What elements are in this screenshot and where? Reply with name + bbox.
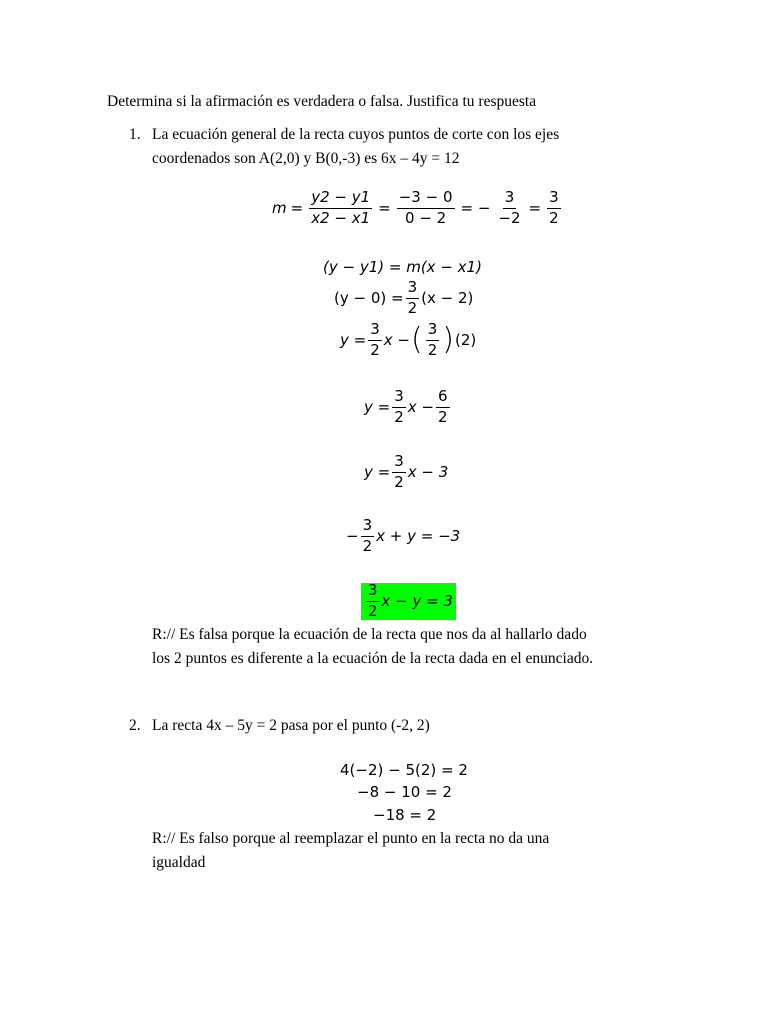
frac-numerator: 3	[392, 454, 406, 473]
right-paren: )	[442, 322, 454, 358]
fraction	[426, 322, 440, 359]
frac-numerator: 3	[406, 280, 420, 299]
item-1-statement-line2: coordenados son A(2,0) y B(0,-3) es 6x – 4y = 12	[152, 150, 460, 167]
substitution-equation	[334, 280, 473, 317]
verification-equation-1: 4(−2) − 5(2) = 2	[340, 761, 468, 779]
frac-numerator: −3 − 0	[397, 190, 455, 209]
verification-equation-2: −8 − 10 = 2	[357, 783, 452, 801]
frac-denominator: 2	[427, 340, 438, 359]
eq-rhs: (x − 2)	[421, 289, 474, 308]
frac-denominator: 0 − 2	[405, 208, 447, 227]
verification-equation-3: −18 = 2	[373, 806, 437, 824]
fraction	[392, 454, 406, 491]
item-2-number: 2.	[129, 717, 141, 734]
frac-denominator: 2	[549, 208, 559, 227]
fraction	[368, 322, 382, 359]
frac-numerator: 3	[503, 190, 517, 209]
slope-frac-2	[397, 190, 455, 227]
frac-denominator: 2	[362, 536, 373, 555]
frac-numerator: y2 − y1	[309, 190, 372, 209]
frac-denominator: 2	[394, 472, 404, 491]
equation-step-b	[364, 454, 448, 491]
frac-denominator: −2	[498, 208, 521, 227]
item-2-statement: La recta 4x – 5y = 2 pasa por el punto (-2, 2)	[152, 717, 430, 734]
item-1-statement-line1: La ecuación general de la recta cuyos puntos de corte con los ejes	[152, 126, 560, 143]
eq-rhs: x − 3	[407, 463, 449, 482]
eq-prefix: −	[346, 527, 359, 546]
fraction	[436, 389, 450, 426]
frac-denominator: 2	[437, 407, 448, 426]
fraction	[361, 518, 375, 555]
eq-lhs: y =	[340, 331, 367, 350]
fraction	[406, 280, 420, 317]
eq-rhs: (2)	[454, 331, 477, 350]
fraction	[392, 389, 406, 426]
eq-rhs: x − y = 3	[381, 592, 454, 611]
frac-numerator: 3	[392, 389, 406, 408]
item-2-answer-line2: igualdad	[152, 854, 206, 871]
item-1-answer-line1: R:// Es falsa porque la ecuación de la recta que nos da al hallarlo dado	[152, 626, 587, 643]
eq-lhs: (y − 0) =	[334, 289, 404, 308]
slope-equation: m = $\frac{y2 - y1}{x2 - x1}$ = $\frac{-3 - 0}{0 - 2}$ = − $\frac{3}{-2}$ = $\frac{3}{2}$	[272, 188, 559, 227]
highlighted-final-equation	[361, 583, 456, 620]
eq-lhs: y =	[364, 398, 391, 417]
slope-frac-3	[496, 190, 522, 227]
frac-numerator: 3	[366, 583, 380, 602]
frac-denominator: 2	[370, 340, 380, 359]
item-2-answer-line1: R:// Es falso porque al reemplazar el punto en la recta no da una	[152, 830, 550, 847]
frac-numerator: 3	[547, 190, 561, 209]
frac-denominator: 2	[394, 407, 404, 426]
instruction-text: Determina si la afirmación es verdadera o falsa. Justifica tu respuesta	[107, 93, 537, 110]
frac-denominator: x2 − x1	[311, 208, 371, 227]
fraction	[366, 583, 380, 620]
frac-numerator: 6	[436, 389, 450, 408]
slope-lhs: m	[272, 199, 287, 218]
item-1-number: 1.	[129, 126, 141, 143]
frac-numerator: 3	[361, 518, 375, 537]
frac-numerator: 3	[368, 322, 382, 341]
eq-mid: x −	[407, 398, 434, 417]
eq-rhs: x + y = −3	[376, 527, 461, 546]
eq-lhs: y =	[364, 463, 391, 482]
item-1-answer-line2: los 2 puntos es diferente a la ecuación de la recta dada en el enunciado.	[152, 650, 594, 667]
left-paren: (	[410, 322, 423, 358]
equation-step-c	[346, 518, 460, 555]
point-slope-equation: (y − y1) = m(x − x1)	[323, 258, 482, 276]
frac-numerator: 3	[426, 322, 440, 341]
frac-denominator: 2	[407, 298, 418, 317]
slope-frac-1	[309, 190, 372, 227]
equation-step-a	[364, 389, 452, 426]
frac-denominator: 2	[368, 601, 378, 620]
expanded-equation	[340, 322, 476, 359]
eq-mid: x −	[383, 331, 410, 350]
slope-frac-4	[547, 190, 561, 227]
